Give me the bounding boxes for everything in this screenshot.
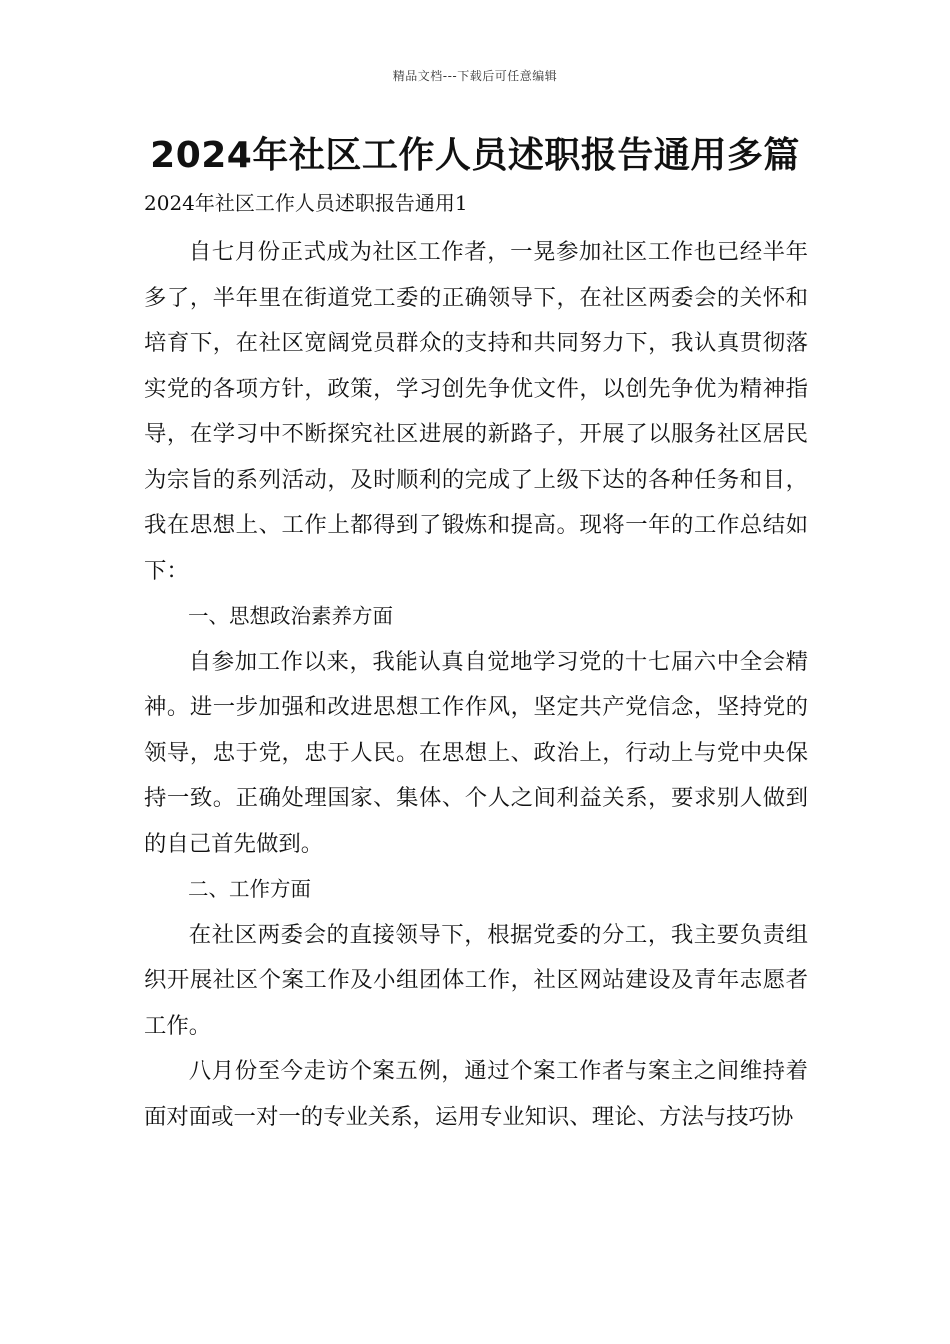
document-title: 2024年社区工作人员述职报告通用多篇 bbox=[150, 135, 800, 176]
section-heading-work: 二、工作方面 bbox=[188, 877, 311, 901]
header-note: 精品文档---下载后可任意编辑 bbox=[392, 69, 558, 83]
section-heading-ideology: 一、思想政治素养方面 bbox=[188, 604, 393, 628]
paragraph-casework: 八月份至今走访个案五例，通过个案工作者与案主之间维持着面对面或一对一的专业关系，运用专业知识、理论、方法与技巧协 bbox=[144, 1058, 808, 1130]
document-body bbox=[144, 230, 808, 1140]
paragraph-intro: 自七月份正式成为社区工作者，一晃参加社区工作也已经半年多了，半年里在街道党工委的正确领导下，在社区两委会的关怀和培育下，在社区宽阔党员群众的支持和共同努力下，我认真贯彻落实党的各项方针，政策，学习创先争优文件，以创先争优为精神指导，在学习中不断探究社区进展的新路子，开展了以服务社区居民为宗旨的系列活动，及时顺利的完成了上级下达的各种任务和目，我在思想上、工作上都得到了锻炼和提高。现将一年的工作总结如下： bbox=[144, 239, 808, 584]
paragraph-work: 在社区两委会的直接领导下，根据党委的分工，我主要负责组织开展社区个案工作及小组团体工作，社区网站建设及青年志愿者工作。 bbox=[144, 921, 808, 1039]
document-subtitle: 2024年社区工作人员述职报告通用1 bbox=[144, 191, 468, 215]
paragraph-ideology: 自参加工作以来，我能认真自觉地学习党的十七届六中全会精神。进一步加强和改进思想工作作风，坚定共产党信念，坚持党的领导，忠于党，忠于人民。在思想上、政治上，行动上与党中央保持一致。正确处理国家、集体、个人之间利益关系，要求别人做到的自己首先做到。 bbox=[144, 648, 808, 857]
